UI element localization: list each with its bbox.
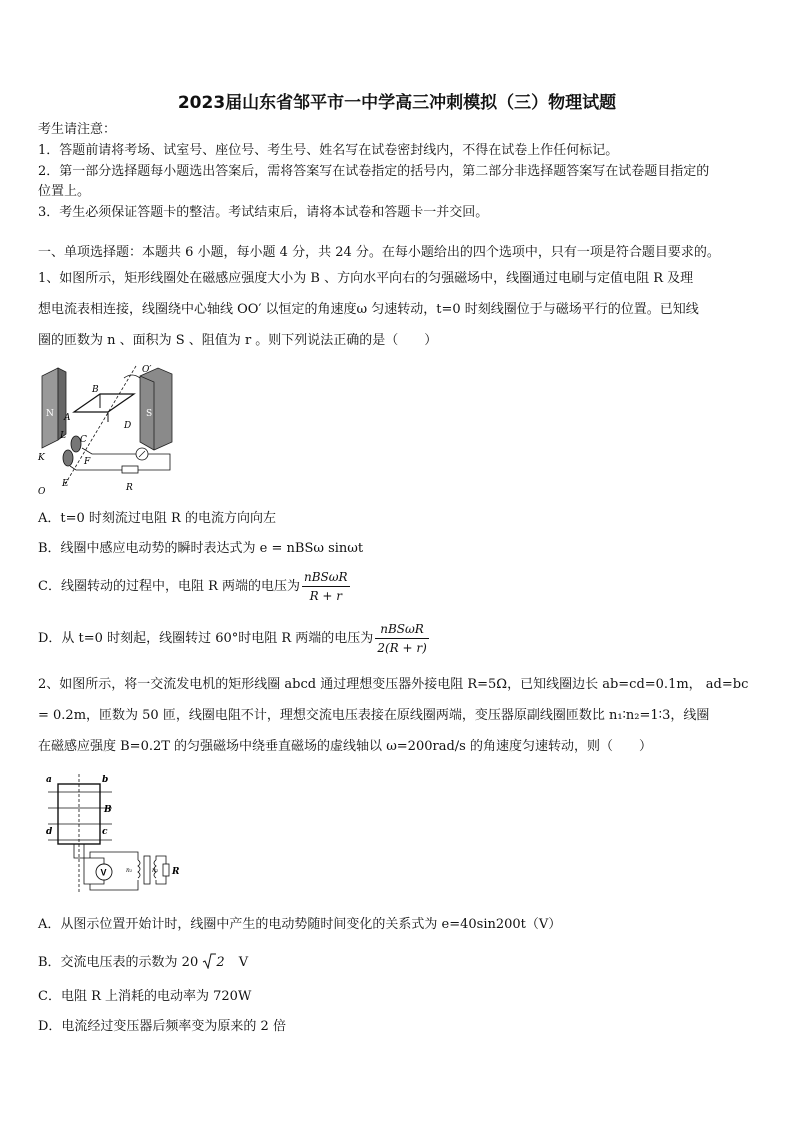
q1-stem-line2: 想电流表相连接，线圈绕中心轴线 OO′ 以恒定的角速度ω 匀速转动，t=0 时刻线圈位于与磁场平行的位置。已知线 — [38, 302, 699, 317]
fig1-label-n: N — [46, 409, 54, 419]
fig1-label-f: F — [84, 457, 91, 467]
q1-generator-figure — [36, 362, 186, 502]
fig1-label-r: R — [126, 483, 133, 493]
fig1-label-s: S — [146, 409, 153, 419]
notice-item-3: 3．考生必须保证答题卡的整洁。考试结束后，请将本试卷和答题卡一并交回。 — [38, 205, 489, 220]
q1-option-d — [38, 620, 429, 657]
voltmeter-label: V — [100, 867, 107, 878]
fig1-label-b: B — [92, 385, 99, 395]
q2-option-b-unit: V — [238, 955, 249, 970]
q1-option-a: A．t=0 时刻流过电阻 R 的电流方向向左 — [38, 511, 276, 526]
fig1-label-k: K — [38, 453, 45, 463]
q1-option-c-fraction — [302, 568, 350, 605]
fig2-label-a: a — [46, 775, 52, 785]
q1-option-d-text: D．从 t=0 时刻起，线圈转过 60°时电阻 R 两端的电压为 — [38, 631, 374, 646]
fig1-label-l: L — [60, 431, 66, 441]
notice-item-1: 1．答题前请将考场、试室号、座位号、考生号、姓名写在试卷密封线内，不得在试卷上作任何标记。 — [38, 143, 619, 158]
q2-option-a: A．从图示位置开始计时，线圈中产生的电动势随时间变化的关系式为 e=40sin200t（V） — [38, 917, 562, 932]
fig1-label-c: C — [80, 435, 87, 445]
n-pole-side — [58, 368, 66, 440]
fig1-label-e: E — [62, 479, 69, 489]
fig2-label-n2: n₂ — [152, 867, 159, 874]
fig1-label-o: O — [38, 487, 46, 497]
q1-option-b: B．线圈中感应电动势的瞬时表达式为 e = nBSω sinωt — [38, 541, 364, 556]
secondary-lead-1 — [156, 856, 166, 864]
q2-stem-line1: 2、如图所示，将一交流发电机的矩形线圈 abcd 通过理想变压器外接电阻 R=5Ω，已知线圈边长 ab=cd=0.1m， ad=bc — [38, 677, 749, 692]
resistor-r2 — [163, 864, 169, 876]
q1-option-c-text: C．线圈转动的过程中，电阻 R 两端的电压为 — [38, 579, 300, 594]
q1-option-c-denominator: R + r — [309, 589, 343, 603]
lead-3 — [90, 852, 138, 860]
transformer-core — [144, 856, 150, 884]
n-pole-shape — [42, 368, 58, 448]
notice-heading: 考生请注意： — [38, 122, 117, 137]
fig2-label-field: B — [104, 805, 112, 815]
sqrt-sign-icon — [202, 953, 216, 969]
fig2-label-d: d — [46, 827, 53, 837]
q2-option-b — [38, 953, 248, 971]
fig1-label-o-prime: O′ — [142, 365, 152, 375]
q2-option-d: D．电流经过变压器后频率变为原来的 2 倍 — [38, 1019, 286, 1034]
secondary-lead-2 — [156, 876, 166, 884]
q1-option-d-fraction — [375, 620, 428, 657]
q1-option-d-denominator: 2(R + r) — [377, 641, 427, 655]
q2-option-b-radicand: 2 — [216, 955, 225, 970]
lead-4 — [90, 880, 138, 890]
q2-stem-line2: = 0.2m，匝数为 50 匝，线圈电阻不计，理想交流电压表接在原线圈两端，变压器原副线圈匝数比 n₁∶n₂=1∶3，线圈 — [38, 708, 710, 723]
notice-item-2-cont: 位置上。 — [38, 184, 91, 199]
q1-option-d-numerator: nBSωR — [375, 620, 428, 639]
primary-coil — [138, 860, 140, 878]
rotation-arrow — [124, 375, 140, 378]
q2-stem-line3: 在磁感应强度 B=0.2T 的匀强磁场中绕垂直磁场的虚线轴以 ω=200rad/s 的角速度匀速转动，则（ ） — [38, 739, 652, 754]
fig2-label-c: c — [102, 827, 108, 837]
q1-stem-line1: 1、如图所示，矩形线圈处在磁感应强度大小为 B 、方向水平向右的匀强磁场中，线圈通过电刷与定值电阻 R 及理 — [38, 271, 694, 286]
page-title: 2023届山东省邹平市一中学高三冲刺模拟（三）物理试题 — [177, 93, 617, 113]
q1-stem-line3: 圈的匝数为 n 、面积为 S 、阻值为 r 。则下列说法正确的是（ ） — [38, 333, 438, 348]
q1-option-c-numerator: nBSωR — [302, 568, 350, 587]
fig1-label-d: D — [124, 421, 132, 431]
q2-option-c: C．电阻 R 上消耗的电动率为 720W — [38, 989, 252, 1004]
coil-loop — [74, 394, 134, 412]
notice-item-2: 2．第一部分选择题每小题选出答案后，需将答案写在试卷指定的括号内，第二部分非选择题答案写在试卷题目指定的 — [38, 164, 710, 179]
wire-top — [82, 448, 136, 454]
q2-option-b-text: B．交流电压表的示数为 20 — [38, 955, 199, 970]
wire-bottom — [70, 466, 122, 470]
fig2-label-b: b — [102, 775, 109, 785]
slip-ring-2 — [63, 450, 73, 466]
fig1-label-a: A — [64, 413, 71, 423]
fig2-label-n1: n₁ — [126, 867, 133, 874]
s-pole-shape — [140, 368, 172, 450]
q1-option-c — [38, 568, 350, 605]
q2-circuit-figure — [40, 772, 190, 894]
fig2-label-r: R — [172, 867, 180, 877]
lead-1 — [74, 844, 104, 864]
resistor-r — [122, 466, 138, 473]
section-heading: 一、单项选择题：本题共 6 小题，每小题 4 分，共 24 分。在每小题给出的四个选项中，只有一项是符合题目要求的。 — [38, 245, 720, 260]
